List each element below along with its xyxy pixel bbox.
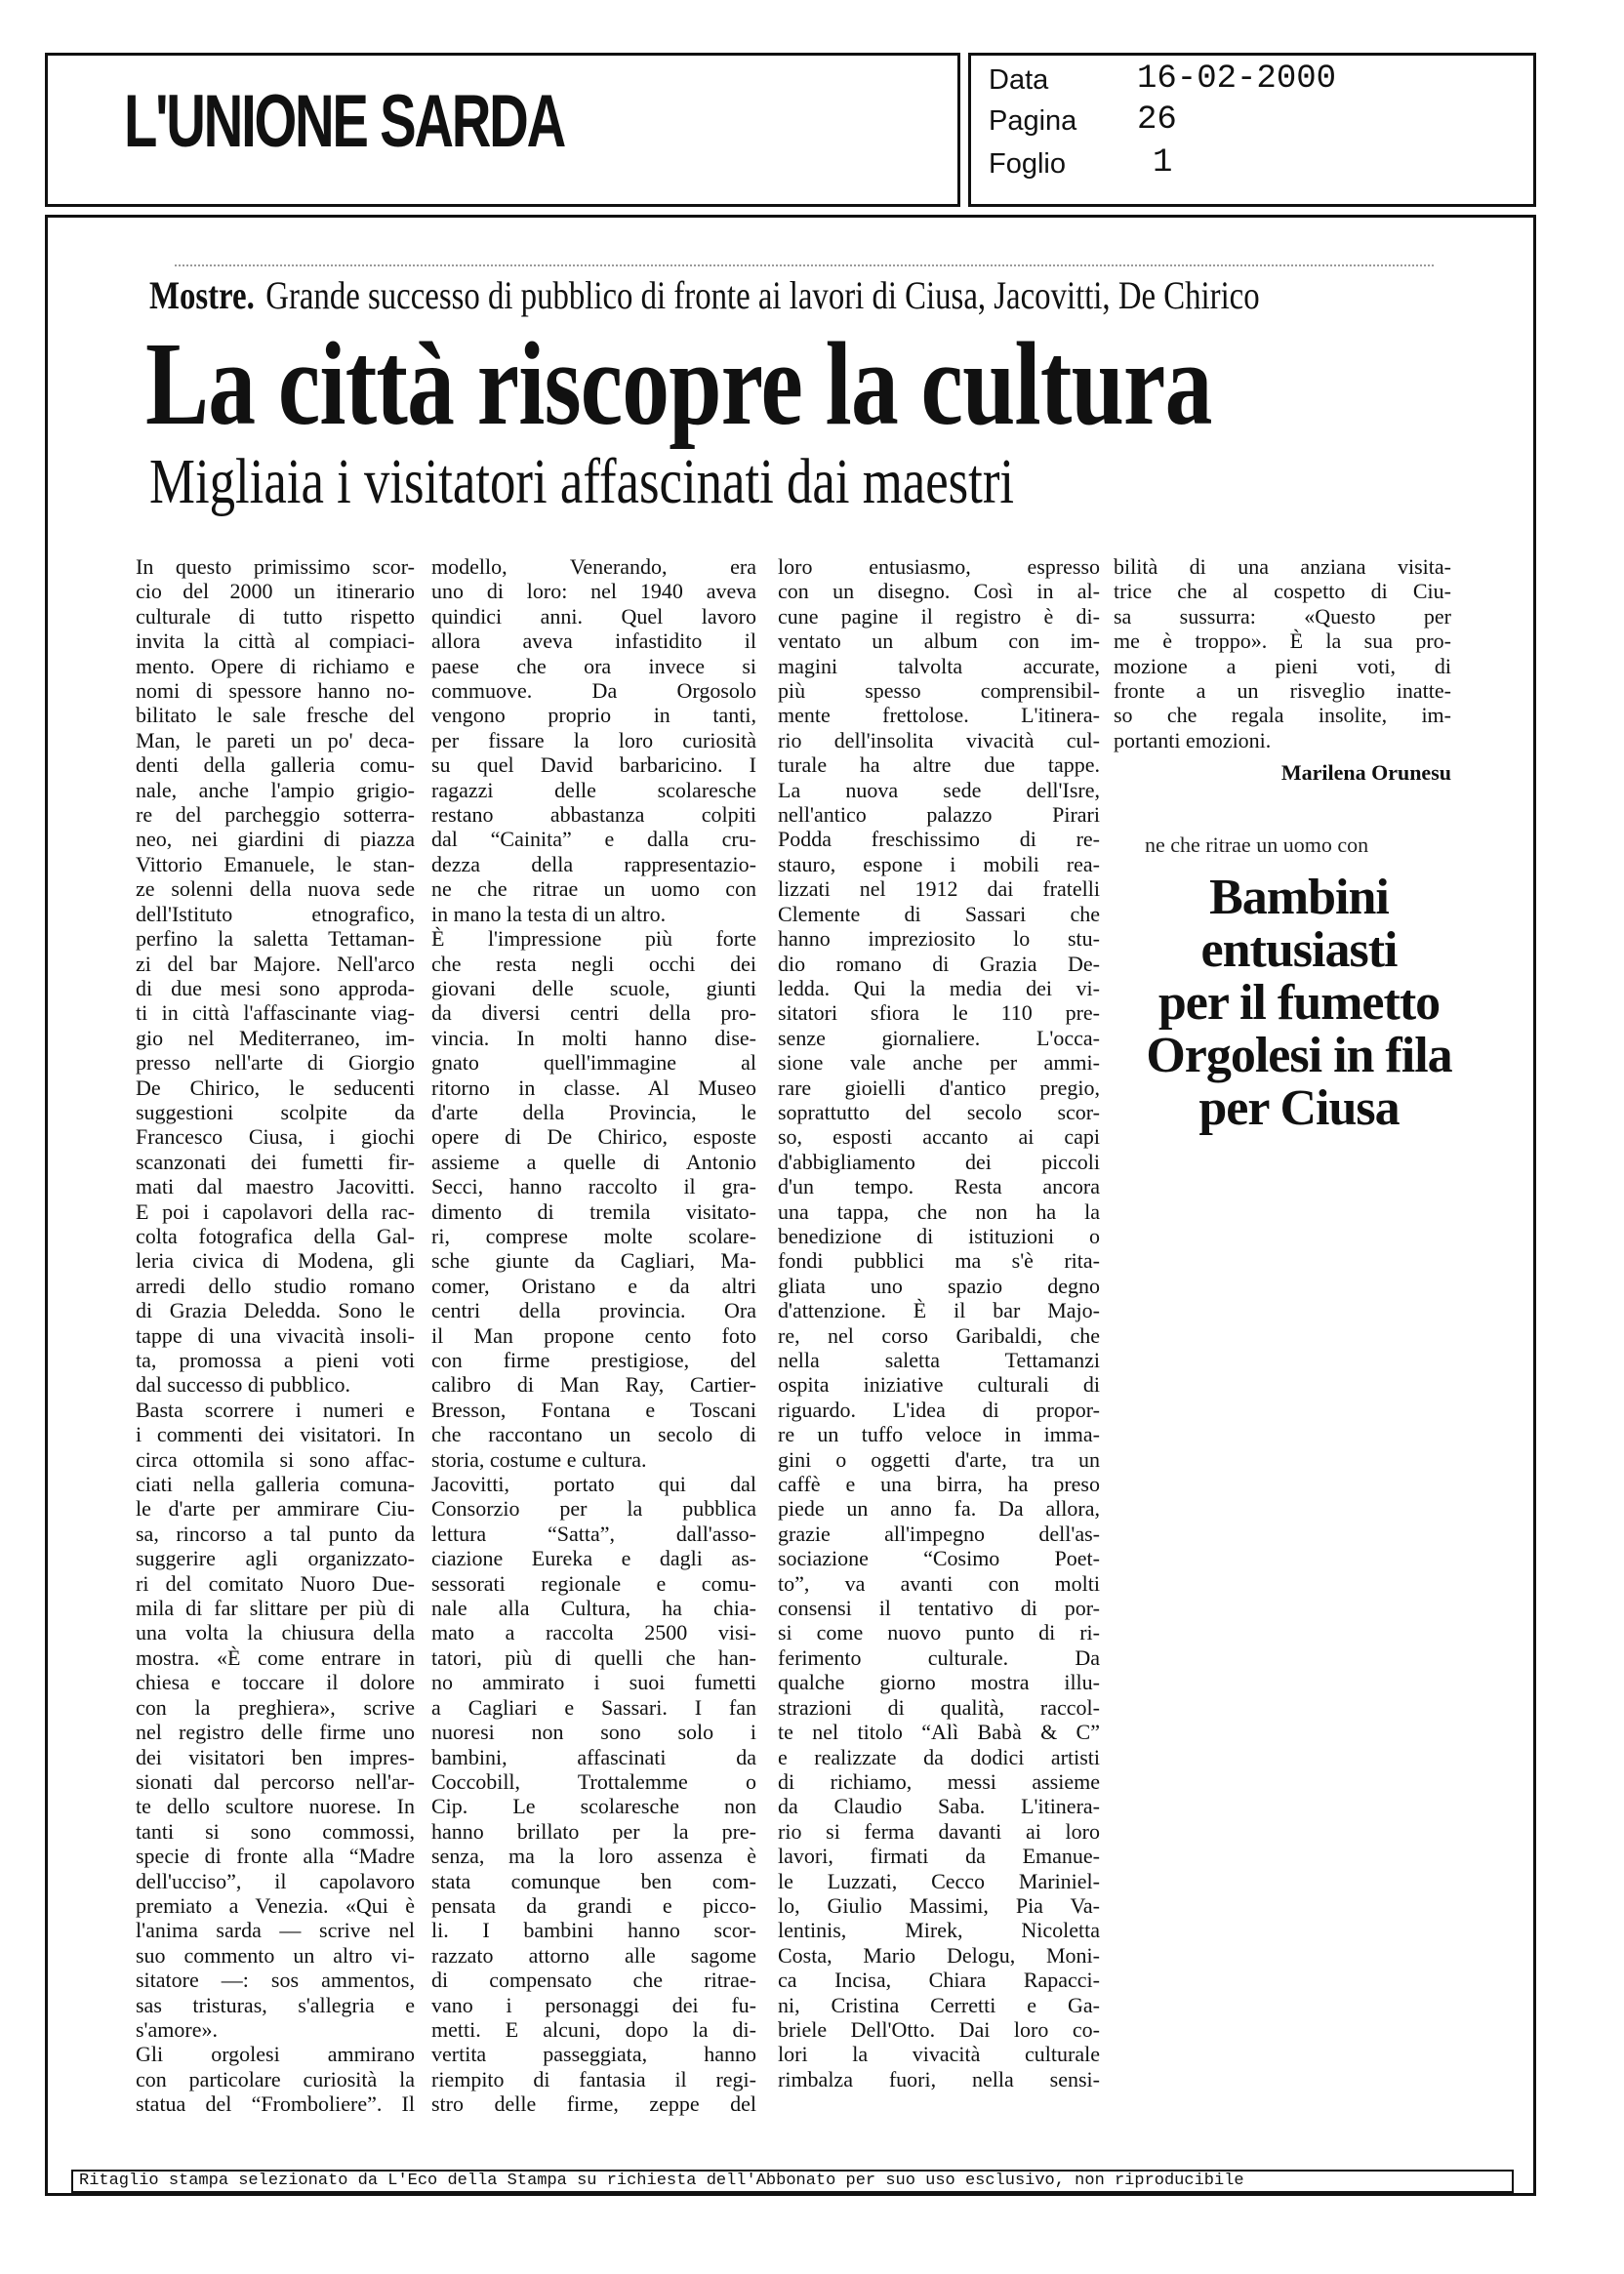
article-clipping xyxy=(45,215,1536,2196)
text-line: Podda freschissimo di re- xyxy=(778,827,1100,852)
text-line: che raccontano un secolo di xyxy=(431,1422,756,1447)
text-line: re un tuffo veloce in imma- xyxy=(778,1422,1100,1447)
text-line: metti. E alcuni, dopo la di- xyxy=(431,2016,756,2042)
text-line: to”, va avanti con molti xyxy=(778,1570,1100,1596)
text-line: statua del “Fromboliere”. Il xyxy=(136,2091,415,2117)
text-line: ragazzi delle scolaresche xyxy=(431,777,756,802)
text-line: ri del comitato Nuoro Due- xyxy=(136,1570,415,1596)
text-line: gio nel Mediterraneo, im- xyxy=(136,1025,415,1050)
text-line: l'anima sarda — scrive nel xyxy=(136,1918,415,1943)
text-line: sociazione “Cosimo Poet- xyxy=(778,1546,1100,1571)
text-line: so, esposti accanto ai capi xyxy=(778,1124,1100,1150)
article-headline: La città riscopre la cultura xyxy=(145,318,1212,450)
meta-label-page: Pagina xyxy=(989,105,1077,137)
kicker-label: Mostre. xyxy=(149,273,255,317)
text-line: rimbalza fuori, nella sensi- xyxy=(778,2066,1100,2091)
text-line: Vittorio Emanuele, le stan- xyxy=(136,851,415,876)
text-line: pensata da grandi e picco- xyxy=(431,1892,756,1918)
text-line: ferimento culturale. Da xyxy=(778,1645,1100,1670)
text-line: portanti emozioni. xyxy=(1114,727,1272,752)
text-line: da diversi centri della pro- xyxy=(431,1000,756,1026)
text-line: caffè e una birra, ha preso xyxy=(778,1472,1100,1497)
text-line: dal successo di pubblico. xyxy=(136,1372,350,1398)
text-line: presso nell'arte di Giorgio xyxy=(136,1050,415,1076)
text-line: te nel titolo “Alì Babà & C” xyxy=(778,1720,1100,1745)
text-line: s'amore». xyxy=(136,2016,218,2042)
text-line: culturale di tutto rispetto xyxy=(136,603,415,629)
text-line: rio si ferma davanti ai loro xyxy=(778,1818,1100,1844)
text-line: si come nuovo punto di ri- xyxy=(778,1620,1100,1645)
text-line: ciati nella galleria comuna- xyxy=(136,1472,415,1497)
text-line: nale alla Cultura, ha chia- xyxy=(431,1596,756,1621)
text-line: fronte a un risveglio inatte- xyxy=(1114,678,1451,704)
text-line: loro entusiasmo, espresso xyxy=(778,554,1100,579)
text-line: di Grazia Deledda. Sono le xyxy=(136,1298,415,1323)
text-line: De Chirico, le seducenti xyxy=(136,1075,415,1100)
text-line: sitatore —: sos ammentos, xyxy=(136,1968,415,1993)
text-line: In questo primissimo scor- xyxy=(136,554,415,579)
text-line: benedizione di istituzioni o xyxy=(778,1223,1100,1248)
text-line: assieme a quelle di Antonio xyxy=(431,1149,756,1174)
masthead-box xyxy=(45,53,960,207)
text-line: so che regala insolite, im- xyxy=(1114,703,1451,728)
text-line: rare gioielli d'antico pregio, xyxy=(778,1075,1100,1100)
text-line: dal “Cainita” e dalla cru- xyxy=(431,827,756,852)
text-line: razzato attorno alle sagome xyxy=(431,1942,756,1968)
article-column-3 xyxy=(778,554,1100,2091)
side-headline xyxy=(1114,872,1484,1135)
text-line: opere di De Chirico, esposte xyxy=(431,1124,756,1150)
text-line: con particolare curiosità la xyxy=(136,2066,415,2091)
text-line: commuove. Da Orgosolo xyxy=(431,678,756,704)
text-line: ne che ritrae un uomo con xyxy=(431,876,756,902)
text-line: ze solenni della nuova sede xyxy=(136,876,415,902)
meta-value-sheet: 1 xyxy=(1153,144,1173,182)
newspaper-logo: L'UNIONE SARDA xyxy=(124,80,564,163)
text-line: colta fotografica della Gal- xyxy=(136,1223,415,1248)
text-line: scanzonati dei fumetti fir- xyxy=(136,1149,415,1174)
text-line: in mano la testa di un altro. xyxy=(431,901,667,926)
text-line: vano i personaggi dei fu- xyxy=(431,1992,756,2017)
text-line: di richiamo, messi assieme xyxy=(778,1768,1100,1794)
text-line: te dello scultore nuorese. In xyxy=(136,1794,415,1819)
text-line: mozione a pieni voti, di xyxy=(1114,653,1451,678)
text-line: mati dal maestro Jacovitti. xyxy=(136,1174,415,1199)
text-line: re, nel corso Garibaldi, che xyxy=(778,1322,1100,1348)
text-line: e realizzate da dodici artisti xyxy=(778,1744,1100,1769)
text-line: comer, Oristano e da altri xyxy=(431,1273,756,1298)
side-headline-line: per il fumetto xyxy=(1157,975,1441,1031)
text-line: bambini, affascinati da xyxy=(431,1744,756,1769)
text-line: ospita iniziative culturali di xyxy=(778,1372,1100,1398)
text-line: no ammirato i suoi fumetti xyxy=(431,1670,756,1695)
text-line: gliata uno spazio degno xyxy=(778,1273,1100,1298)
text-line: ni, Cristina Cerretti e Ga- xyxy=(778,1992,1100,2017)
text-line: Costa, Mario Delogu, Moni- xyxy=(778,1942,1100,1968)
text-line: me è troppo». È la sua pro- xyxy=(1114,629,1451,654)
text-line: lettura “Satta”, dall'asso- xyxy=(431,1521,756,1546)
text-line: dio romano di Grazia De- xyxy=(778,951,1100,976)
clipping-meta-box xyxy=(968,53,1536,207)
text-line: suggerire agli organizzato- xyxy=(136,1546,415,1571)
text-line: tatori, più di quelli che han- xyxy=(431,1645,756,1670)
text-line: suggestioni scolpite da xyxy=(136,1099,415,1124)
text-line: leria civica di Modena, gli xyxy=(136,1248,415,1274)
text-line: tanti si sono commossi, xyxy=(136,1818,415,1844)
text-line: re del parcheggio sotterra- xyxy=(136,802,415,828)
meta-value-page: 26 xyxy=(1137,102,1177,139)
text-line: sche giunte da Cagliari, Ma- xyxy=(431,1248,756,1274)
text-line: il Man propone cento foto xyxy=(431,1322,756,1348)
text-line: una tappa, che non ha la xyxy=(778,1198,1100,1224)
text-line: piede un anno fa. Da allora, xyxy=(778,1496,1100,1522)
text-line: vertita passeggiata, hanno xyxy=(431,2042,756,2067)
text-line: Secci, hanno raccolto il gra- xyxy=(431,1174,756,1199)
meta-value-date: 16-02-2000 xyxy=(1137,61,1337,98)
text-line: mento. Opere di richiamo e xyxy=(136,653,415,678)
text-line: Basta scorrere i numeri e xyxy=(136,1397,415,1422)
text-line: gnato quell'immagine al xyxy=(431,1050,756,1076)
text-line: sas tristuras, s'allegria e xyxy=(136,1992,415,2017)
text-line: sitatori sfiora le 110 pre- xyxy=(778,1000,1100,1026)
text-line: paese che ora invece si xyxy=(431,653,756,678)
side-headline-line: entusiasti xyxy=(1200,922,1398,978)
text-line: strazioni di qualità, raccol- xyxy=(778,1694,1100,1720)
text-line: d'attenzione. È il bar Majo- xyxy=(778,1298,1100,1323)
text-line: mostra. «È come entrare in xyxy=(136,1645,415,1670)
text-line: i commenti dei visitatori. In xyxy=(136,1422,415,1447)
text-line: di compensato che ritrae- xyxy=(431,1968,756,1993)
side-headline-line: Orgolesi in fila xyxy=(1146,1028,1452,1083)
text-line: lori la vivacità culturale xyxy=(778,2042,1100,2067)
divider xyxy=(175,264,1434,266)
text-line: nale, anche l'ampio grigio- xyxy=(136,777,415,802)
text-line: sa sussurra: «Questo per xyxy=(1114,603,1451,629)
text-line: hanno brillato per la pre- xyxy=(431,1818,756,1844)
text-line: mila di far slittare per più di xyxy=(136,1596,415,1621)
text-line: allora aveva infastidito il xyxy=(431,629,756,654)
text-line: bilità di una anziana visita- xyxy=(1114,554,1451,579)
text-line: stro delle firme, zeppe del xyxy=(431,2091,756,2117)
text-line: cio del 2000 un itinerario xyxy=(136,579,415,604)
text-line: calibro di Man Ray, Cartier- xyxy=(431,1372,756,1398)
meta-label-date: Data xyxy=(989,64,1049,96)
text-line: centri della provincia. Ora xyxy=(431,1298,756,1323)
text-line: E poi i capolavori della rac- xyxy=(136,1198,415,1224)
text-line: lo, Giulio Massimi, Pia Va- xyxy=(778,1892,1100,1918)
text-line: Francesco Ciusa, i giochi xyxy=(136,1124,415,1150)
text-line: denti della galleria comu- xyxy=(136,752,415,778)
text-line: nel registro delle firme uno xyxy=(136,1720,415,1745)
text-line: ca Incisa, Chiara Rapacci- xyxy=(778,1968,1100,1993)
text-line: le Luzzati, Cecco Mariniel- xyxy=(778,1868,1100,1893)
press-clipping-disclaimer: Ritaglio stampa selezionato da L'Eco della Stampa su richiesta dell'Abbonato per suo uso esclusivo, non riproducibile xyxy=(71,2170,1514,2193)
text-line: senze giornaliere. L'occa- xyxy=(778,1025,1100,1050)
text-line: quindici anni. Quel lavoro xyxy=(431,603,756,629)
text-line: sa, rincorso a tal punto da xyxy=(136,1521,415,1546)
text-line: perfino la saletta Tettaman- xyxy=(136,926,415,952)
text-line: chiesa e toccare il dolore xyxy=(136,1670,415,1695)
text-line: ti in città l'affascinante viag- xyxy=(136,1000,415,1026)
cut-off-text-line: ne che ritrae un uomo con xyxy=(1145,832,1369,857)
text-line: sione vale anche per ammi- xyxy=(778,1050,1100,1076)
text-line: neo, nei giardini di piazza xyxy=(136,827,415,852)
text-line: lavori, firmati da Emanue- xyxy=(778,1844,1100,1869)
text-line: tappe di una vivacità insoli- xyxy=(136,1322,415,1348)
text-line: Cip. Le scolaresche non xyxy=(431,1794,756,1819)
text-line: riguardo. L'idea di propor- xyxy=(778,1397,1100,1422)
text-line: mato a raccolta 2500 visi- xyxy=(431,1620,756,1645)
text-line: suo commento un altro vi- xyxy=(136,1942,415,1968)
text-line: modello, Venerando, era xyxy=(431,554,756,579)
text-line: lizzati nel 1912 dai fratelli xyxy=(778,876,1100,902)
text-line: ri, comprese molte scolare- xyxy=(431,1223,756,1248)
text-line: d'un tempo. Resta ancora xyxy=(778,1174,1100,1199)
text-line: stauro, espone i mobili rea- xyxy=(778,851,1100,876)
text-line: dei visitatori ben impres- xyxy=(136,1744,415,1769)
text-line: con firme prestigiose, del xyxy=(431,1348,756,1372)
text-line: briele Dell'Otto. Dai loro co- xyxy=(778,2016,1100,2042)
text-line: su quel David barbaricino. I xyxy=(431,752,756,778)
text-line: nell'antico palazzo Pirari xyxy=(778,802,1100,828)
text-line: nuoresi non sono solo i xyxy=(431,1720,756,1745)
text-line: sessorati regionale e comu- xyxy=(431,1570,756,1596)
side-headline-line: per Ciusa xyxy=(1198,1080,1400,1136)
text-line: da Claudio Saba. L'itinera- xyxy=(778,1794,1100,1819)
text-line: con un disegno. Così in al- xyxy=(778,579,1100,604)
article-subhead: Migliaia i visitatori affascinati dai maestri xyxy=(149,446,1015,517)
text-line: Gli orgolesi ammirano xyxy=(136,2042,415,2067)
text-line: soprattutto del secolo scor- xyxy=(778,1099,1100,1124)
text-line: uno di loro: nel 1940 aveva xyxy=(431,579,756,604)
text-line: Man, le pareti un po' deca- xyxy=(136,727,415,752)
meta-label-sheet: Foglio xyxy=(989,148,1066,180)
text-line: ciazione Eureka e dagli as- xyxy=(431,1546,756,1571)
article-kicker xyxy=(149,273,1260,317)
side-headline-line: Bambini xyxy=(1209,870,1389,925)
text-line: d'abbigliamento dei piccoli xyxy=(778,1149,1100,1174)
author-byline: Marilena Orunesu xyxy=(1280,760,1451,785)
article-column-2 xyxy=(431,554,756,2117)
text-line: con la preghiera», scrive xyxy=(136,1694,415,1720)
text-line: La nuova sede dell'Isre, xyxy=(778,777,1100,802)
text-line: vincia. In molti hanno dise- xyxy=(431,1025,756,1050)
text-line: grazie all'impegno dell'as- xyxy=(778,1521,1100,1546)
text-line: dimento di tremila visitato- xyxy=(431,1198,756,1224)
article-column-1 xyxy=(136,554,415,2117)
text-line: vengono proprio in tanti, xyxy=(431,703,756,728)
text-line: ta, promossa a pieni voti xyxy=(136,1348,415,1372)
text-line: ritorno in classe. Al Museo xyxy=(431,1075,756,1100)
text-line: magini talvolta accurate, xyxy=(778,653,1100,678)
text-line: restano abbastanza colpiti xyxy=(431,802,756,828)
text-line: gini o oggetti d'arte, tra un xyxy=(778,1446,1100,1472)
text-line: cune pagine il registro è di- xyxy=(778,603,1100,629)
text-line: dell'Istituto etnografico, xyxy=(136,901,415,926)
text-line: È l'impressione più forte xyxy=(431,926,756,952)
text-line: invita la città al compiaci- xyxy=(136,629,415,654)
text-line: arredi dello studio romano xyxy=(136,1273,415,1298)
text-line: zi del bar Majore. Nell'arco xyxy=(136,951,415,976)
text-line: per fissare la loro curiosità xyxy=(431,727,756,752)
text-line: Jacovitti, portato qui dal xyxy=(431,1472,756,1497)
text-line: premiato a Venezia. «Qui è xyxy=(136,1892,415,1918)
text-line: di due mesi sono approda- xyxy=(136,975,415,1000)
text-line: giovani delle scuole, giunti xyxy=(431,975,756,1000)
text-line: d'arte della Provincia, le xyxy=(431,1099,756,1124)
text-line: storia, costume e cultura. xyxy=(431,1446,647,1472)
text-line: rio dell'insolita vivacità cul- xyxy=(778,727,1100,752)
text-line: turale ha altre due tappe. xyxy=(778,752,1100,778)
text-line: specie di fronte alla “Madre xyxy=(136,1844,415,1869)
text-line: dezza della rappresentazio- xyxy=(431,851,756,876)
text-line: senza, ma la loro assenza è xyxy=(431,1844,756,1869)
text-line: trice che al cospetto di Ciu- xyxy=(1114,579,1451,604)
text-line: le d'arte per ammirare Ciu- xyxy=(136,1496,415,1522)
text-line: una volta la chiusura della xyxy=(136,1620,415,1645)
text-line: che resta negli occhi dei xyxy=(431,951,756,976)
text-line: qualche giorno mostra illu- xyxy=(778,1670,1100,1695)
text-line: lentinis, Mirek, Nicoletta xyxy=(778,1918,1100,1943)
text-line: Coccobill, Trottalemme o xyxy=(431,1768,756,1794)
text-line: ventato un album con im- xyxy=(778,629,1100,654)
text-line: mente frettolose. L'itinera- xyxy=(778,703,1100,728)
text-line: sionati dal percorso nell'ar- xyxy=(136,1768,415,1794)
text-line: a Cagliari e Sassari. I fan xyxy=(431,1694,756,1720)
text-line: li. I bambini hanno scor- xyxy=(431,1918,756,1943)
article-column-4 xyxy=(1114,554,1451,752)
text-line: consensi il tentativo di por- xyxy=(778,1596,1100,1621)
text-line: hanno impreziosito lo stu- xyxy=(778,926,1100,952)
text-line: riempito di fantasia il regi- xyxy=(431,2066,756,2091)
text-line: Bresson, Fontana e Toscani xyxy=(431,1397,756,1422)
text-line: bilitato le sale fresche del xyxy=(136,703,415,728)
text-line: più spesso comprensibil- xyxy=(778,678,1100,704)
text-line: Consorzio per la pubblica xyxy=(431,1496,756,1522)
text-line: nomi di spessore hanno no- xyxy=(136,678,415,704)
text-line: Clemente di Sassari che xyxy=(778,901,1100,926)
text-line: nella saletta Tettamanzi xyxy=(778,1348,1100,1372)
text-line: fondi pubblici ma s'è rita- xyxy=(778,1248,1100,1274)
text-line: stata comunque ben com- xyxy=(431,1868,756,1893)
text-line: ledda. Qui la media dei vi- xyxy=(778,975,1100,1000)
kicker-text: Grande successo di pubblico di fronte ai lavori di Ciusa, Jacovitti, De Chirico xyxy=(265,273,1260,317)
text-line: circa ottomila si sono affac- xyxy=(136,1446,415,1472)
text-line: dell'ucciso”, il capolavoro xyxy=(136,1868,415,1893)
